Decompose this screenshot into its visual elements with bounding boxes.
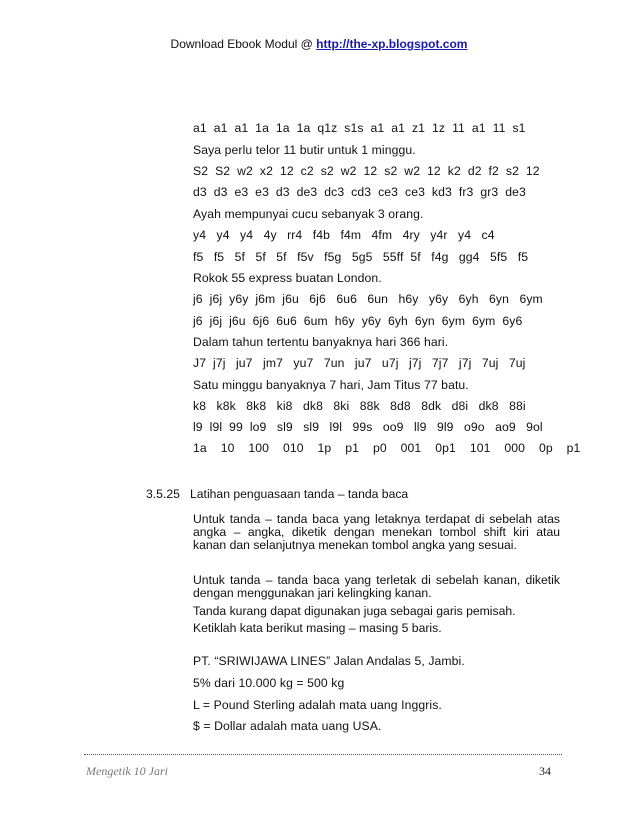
drill-line-2: S2 S2 w2 x2 12 c2 s2 w2 12 s2 w2 12 k2 d2 f2 s2 12: [193, 164, 540, 178]
sentence-line-5: Satu minggu banyaknya 7 hari, Jam Titus 77 batu.: [193, 378, 469, 392]
sentence-line-2: Ayah mempunyai cucu sebanyak 3 orang.: [193, 207, 424, 221]
drill-line-1: a1 a1 a1 1a 1a 1a q1z s1s a1 a1 z1 1z 11 a1 11 s1: [193, 121, 526, 135]
paragraph-2: Untuk tanda – tanda baca yang terletak di sebelah kanan, diketik dengan menggunakan jari kelingking kanan.: [193, 573, 560, 601]
sentence-line-1: Saya perlu telor 11 butir untuk 1 minggu.: [193, 143, 416, 157]
paragraph-4: Ketiklah kata berikut masing – masing 5 baris.: [193, 621, 442, 635]
header-prefix: Download Ebook Modul @: [170, 37, 317, 51]
paragraph-3: Tanda kurang dapat digunakan juga sebagai garis pemisah.: [193, 604, 516, 618]
drill-line-5: f5 f5 5f 5f 5f f5v f5g 5g5 55ff 5f f4g gg4 5f5 f5: [193, 250, 529, 264]
paragraph-1: Untuk tanda – tanda baca yang letaknya terdapat di sebelah atas angka – angka, diketik dengan menekan tombol shift kiri atau kanan dan selanjutnya menekan tombol angka yang sesuai.: [193, 512, 560, 553]
example-line-3: L = Pound Sterling adalah mata uang Inggris.: [193, 698, 442, 712]
drill-line-9: k8 k8k 8k8 ki8 dk8 8ki 88k 8d8 8dk d8i dk8 88i: [193, 399, 526, 413]
drill-line-3: d3 d3 e3 e3 d3 de3 dc3 cd3 ce3 ce3 kd3 fr3 gr3 de3: [193, 185, 526, 199]
drill-line-7: j6 j6j j6u 6j6 6u6 6um h6y y6y 6yh 6yn 6ym 6ym 6y6: [193, 314, 523, 328]
drill-line-10: l9 l9l 99 lo9 sl9 sl9 l9l 99s oo9 ll9 9l9 o9o ao9 9ol: [193, 420, 543, 434]
section-number: 3.5.25: [146, 487, 180, 501]
section-heading: [146, 487, 408, 501]
section-title: Latihan penguasaan tanda – tanda baca: [190, 487, 409, 501]
drill-line-6: j6 j6j y6y j6m j6u 6j6 6u6 6un h6y y6y 6yh 6yn 6ym: [193, 292, 543, 306]
header-link[interactable]: http://the-xp.blogspot.com: [316, 37, 468, 51]
sentence-line-3: Rokok 55 express buatan London.: [193, 271, 382, 285]
drill-line-11: 1a 10 100 010 1p p1 p0 001 0p1 101 000 0p p1: [193, 441, 581, 455]
example-line-2: 5% dari 10.000 kg = 500 kg: [193, 676, 345, 690]
drill-line-4: y4 y4 y4 4y rr4 f4b f4m 4fm 4ry y4r y4 c4: [193, 228, 495, 242]
drill-line-8: J7 j7j ju7 jm7 yu7 7un ju7 u7j j7j 7j7 j7j 7uj 7uj: [193, 356, 526, 370]
sentence-line-4: Dalam tahun tertentu banyaknya hari 366 hari.: [193, 335, 449, 349]
example-line-4: $ = Dollar adalah mata uang USA.: [193, 719, 382, 733]
page-header: [0, 37, 638, 51]
page-number: 34: [539, 764, 551, 778]
footer-title: Mengetik 10 Jari: [86, 764, 168, 778]
footer-divider: [84, 754, 562, 755]
example-line-1: PT. “SRIWIJAWA LINES” Jalan Andalas 5, Jambi.: [193, 654, 465, 668]
